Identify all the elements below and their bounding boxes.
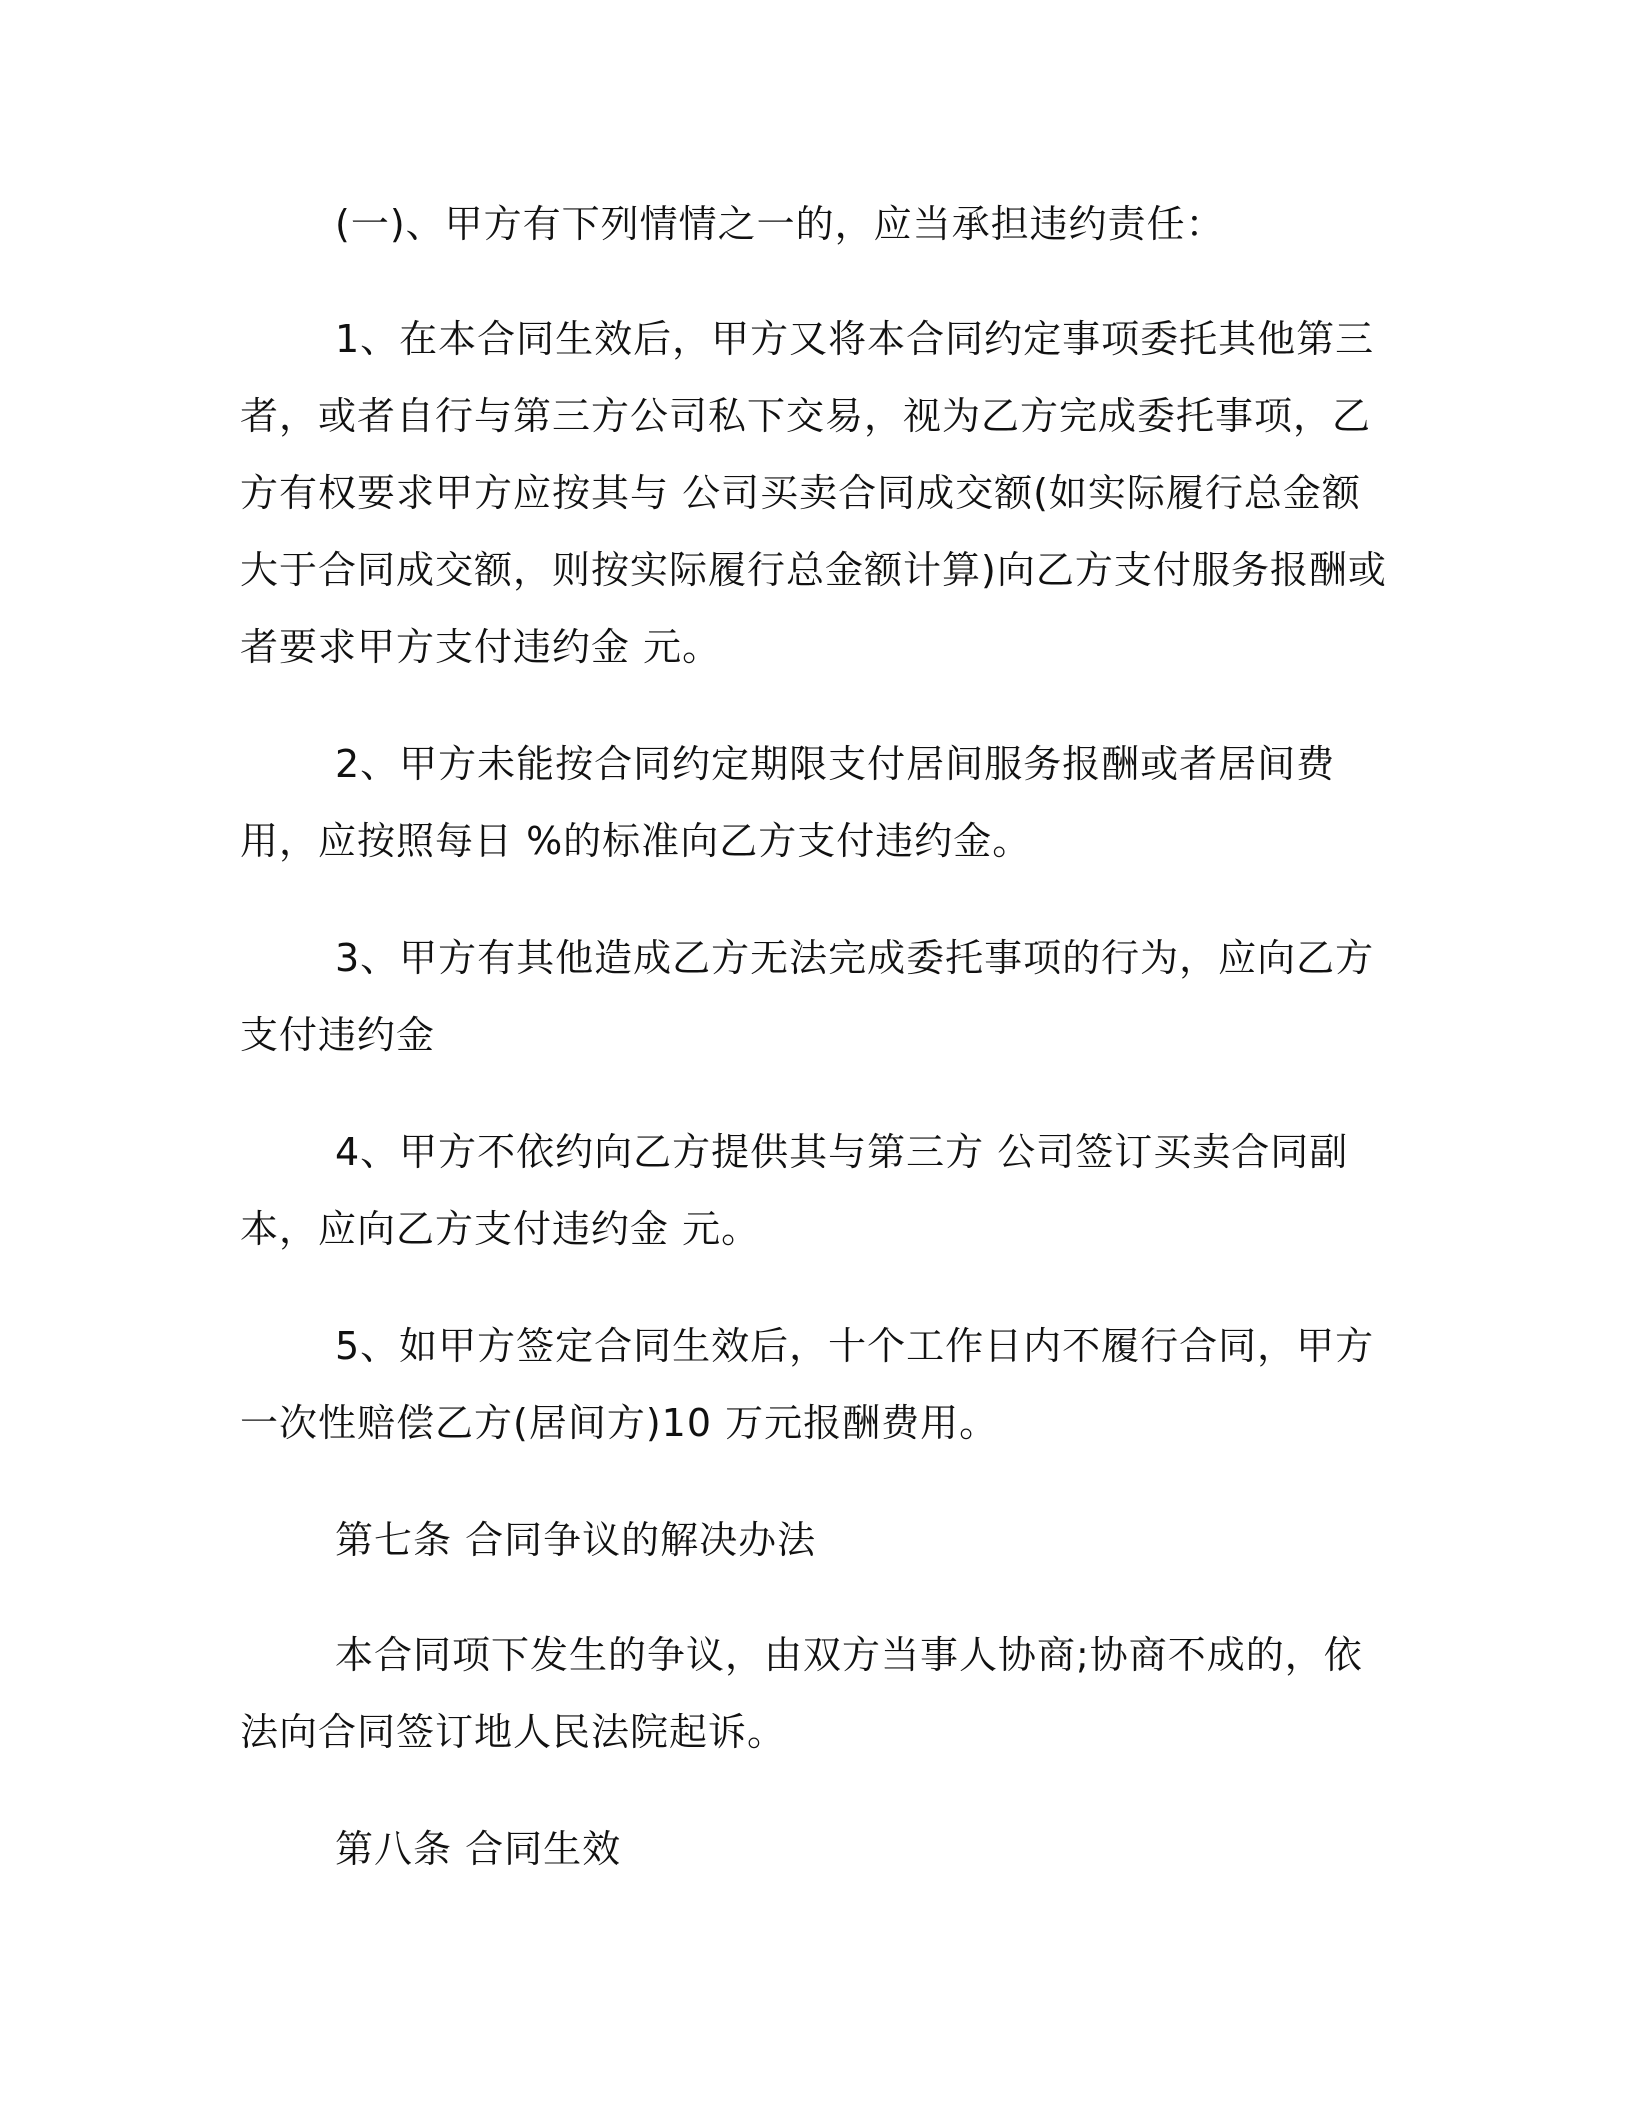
article-7-body: 本合同项下发生的争议，由双方当事人协商;协商不成的，依法向合同签订地人民法院起诉。 [240, 1633, 1363, 1754]
clause-item-3: 3、甲方有其他造成乙方无法完成委托事项的行为，应向乙方支付违约金 [240, 936, 1375, 1057]
document-body [240, 186, 1390, 1926]
article-8-title: 第八条 合同生效 [335, 1827, 622, 1871]
clause-item-4: 4、甲方不依约向乙方提供其与第三方 公司签订买卖合同副本，应向乙方支付违约金 元。 [240, 1130, 1349, 1251]
clause-item-5: 5、如甲方签定合同生效后，十个工作日内不履行合同，甲方一次性赔偿乙方(居间方)10 万元报酬费用。 [240, 1324, 1375, 1445]
clause-item-2: 2、甲方未能按合同约定期限支付居间服务报酬或者居间费用，应按照每日 %的标准向乙方支付违约金。 [240, 742, 1336, 863]
article-7-title: 第七条 合同争议的解决办法 [335, 1518, 817, 1562]
clause-heading-breach: (一)、甲方有下列情情之一的，应当承担违约责任： [335, 202, 1225, 246]
clause-item-1: 1、在本合同生效后，甲方又将本合同约定事项委托其他第三者，或者自行与第三方公司私下交易，视为乙方完成委托事项，乙方有权要求甲方应按其与 公司买卖合同成交额(如实际履行总金额大于合同成交额，则按实际履行总金额计算)向乙方支付服务报酬或者要求甲方支付违约金 元。 [240, 317, 1387, 669]
